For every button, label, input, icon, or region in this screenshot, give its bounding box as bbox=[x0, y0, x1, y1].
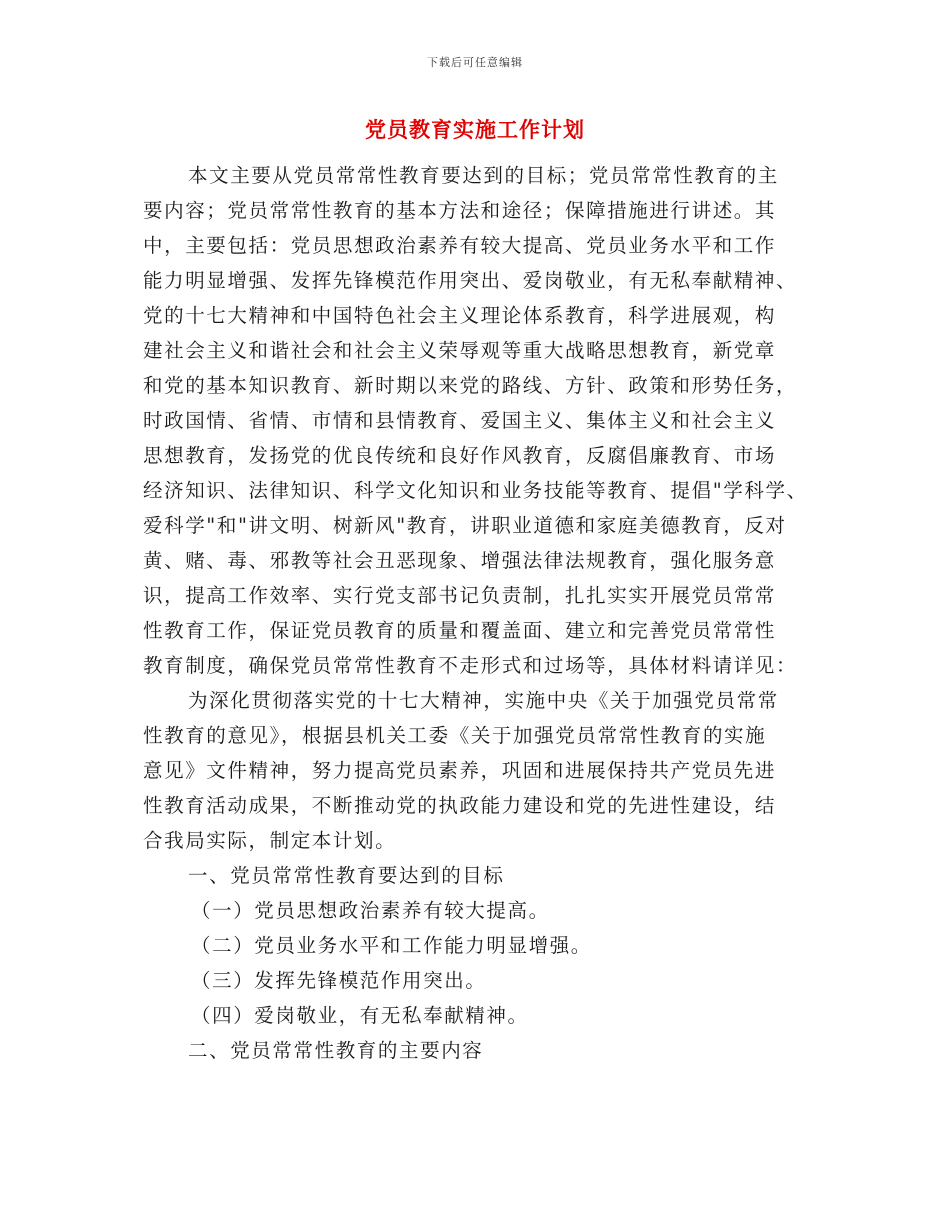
paragraph-line: 要内容；党员常常性教育的基本方法和途径；保障措施进行讲述。其 bbox=[143, 199, 777, 222]
section-heading: 一、党员常常性教育要达到的目标 bbox=[188, 864, 505, 887]
paragraph-line: 思想教育，发扬党的优良传统和良好作风教育，反腐倡廉教育、市场 bbox=[143, 444, 777, 467]
paragraph-line: 和党的基本知识教育、新时期以来党的路线、方针、政策和形势任务， bbox=[143, 374, 798, 397]
list-item: （三）发挥先锋模范作用突出。 bbox=[191, 969, 487, 992]
paragraph-line: 爱科学"和"讲文明、树新风"教育，讲职业道德和家庭美德教育，反对 bbox=[143, 514, 787, 537]
section-heading: 二、党员常常性教育的主要内容 bbox=[188, 1039, 484, 1062]
list-item: （四）爱岗敬业，有无私奉献精神。 bbox=[191, 1004, 529, 1027]
page-header-note: 下载后可任意编辑 bbox=[427, 56, 523, 69]
paragraph-line: 合我局实际，制定本计划。 bbox=[143, 829, 397, 852]
paragraph-line: 性教育活动成果，不断推动党的执政能力建设和党的先进性建设，结 bbox=[143, 794, 777, 817]
paragraph-line: 性教育的意见》，根据县机关工委《关于加强党员常常性教育的实施 bbox=[143, 724, 767, 747]
paragraph-line: 党的十七大精神和中国特色社会主义理论体系教育，科学进展观，构 bbox=[143, 304, 777, 327]
paragraph-line: 识，提高工作效率、实行党支部书记负责制，扎扎实实开展党员常常 bbox=[143, 584, 777, 607]
document-body bbox=[143, 158, 843, 1068]
paragraph-line: 时政国情、省情、市情和县情教育、爱国主义、集体主义和社会主义 bbox=[143, 409, 777, 432]
paragraph-line: 能力明显增强、发挥先锋模范作用突出、爱岗敬业，有无私奉献精神、 bbox=[143, 269, 798, 292]
paragraph-line: 经济知识、法律知识、科学文化知识和业务技能等教育、提倡"学科学、 bbox=[143, 479, 808, 502]
document-title: 党员教育实施工作计划 bbox=[365, 117, 585, 142]
paragraph-line: 为深化贯彻落实党的十七大精神，实施中央《关于加强党员常常 bbox=[188, 689, 779, 712]
paragraph-line: 建社会主义和谐社会和社会主义荣辱观等重大战略思想教育，新党章 bbox=[143, 339, 777, 362]
paragraph-line: 教育制度，确保党员常常性教育不走形式和过场等，具体材料请详见： bbox=[143, 654, 798, 677]
paragraph-line: 本文主要从党员常常性教育要达到的目标；党员常常性教育的主 bbox=[188, 164, 779, 187]
list-item: （一）党员思想政治素养有较大提高。 bbox=[191, 899, 550, 922]
paragraph-line: 黄、赌、毒、邪教等社会丑恶现象、增强法律法规教育，强化服务意 bbox=[143, 549, 777, 572]
paragraph-line: 意见》文件精神，努力提高党员素养，巩固和进展保持共产党员先进 bbox=[143, 759, 777, 782]
paragraph-line: 性教育工作，保证党员教育的质量和覆盖面、建立和完善党员常常性 bbox=[143, 619, 777, 642]
list-item: （二）党员业务水平和工作能力明显增强。 bbox=[191, 934, 592, 957]
paragraph-line: 中，主要包括：党员思想政治素养有较大提高、党员业务水平和工作 bbox=[143, 234, 777, 257]
